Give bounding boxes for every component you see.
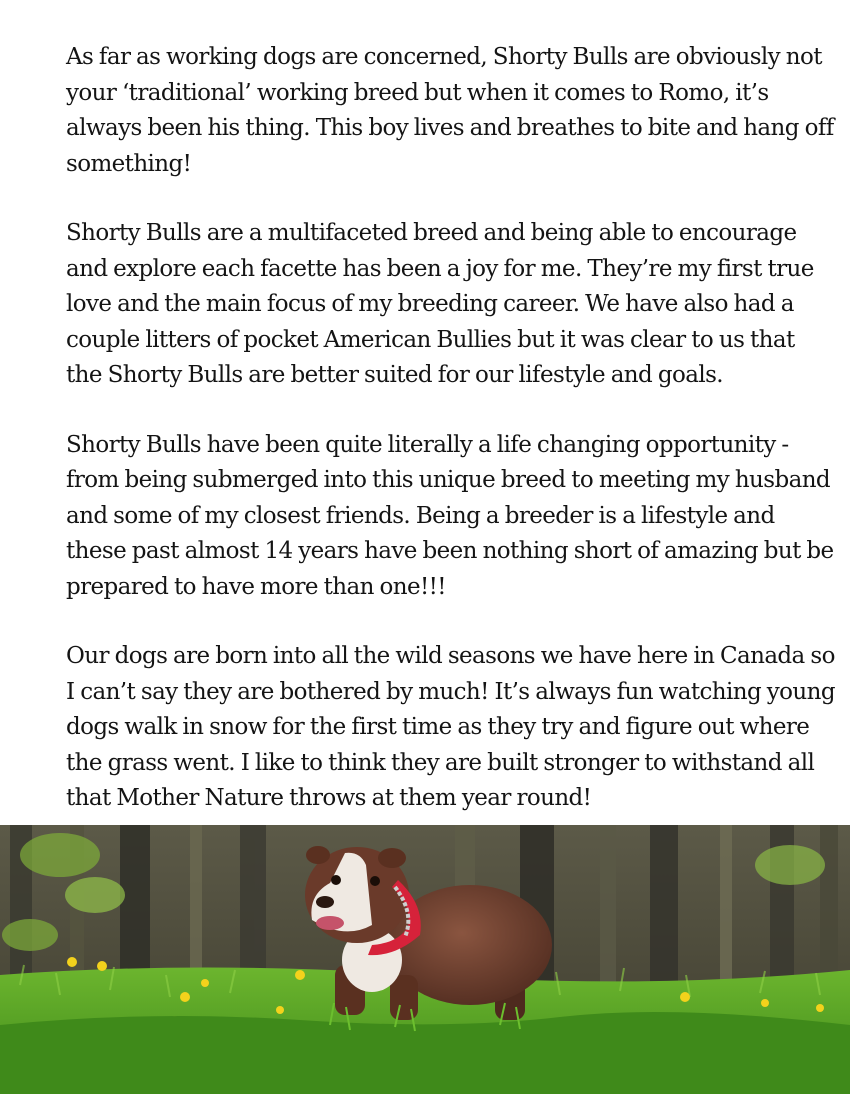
bulldog-photo	[0, 825, 850, 1094]
paragraph: Shorty Bulls are a multifaceted breed and being able to encourage and explore each facette has been a joy for me. They’re my first true love and the main focus of my breeding career. We have also had a couple litters of pocket American Bullies but it was clear to us that the Shorty Bulls are better suited for our lifestyle and goals.	[66, 220, 814, 388]
bulldog-in-grass-illustration	[0, 825, 850, 1094]
paragraph: Our dogs are born into all the wild seasons we have here in Canada so I can’t say they are bothered by much! It’s always fun watching young dogs walk in snow for the first time as they try and figure out where the grass went. I like to think they are built stronger to withstand all that Mother Nature throws at them year round!	[66, 643, 835, 811]
paragraph: Shorty Bulls have been quite literally a life changing opportunity - from being submerged into this unique breed to meeting my husband and some of my closest friends. Being a breeder is a lifestyle and these past almost 14 years have been nothing short of amazing but be prepared to have more than one!!!	[66, 431, 834, 600]
article-text	[66, 40, 836, 851]
paragraph: As far as working dogs are concerned, Shorty Bulls are obviously not your ‘traditional’ working breed but when it comes to Romo, it’s always been his thing. This boy lives and breathes to bite and hang off something!	[66, 44, 834, 177]
